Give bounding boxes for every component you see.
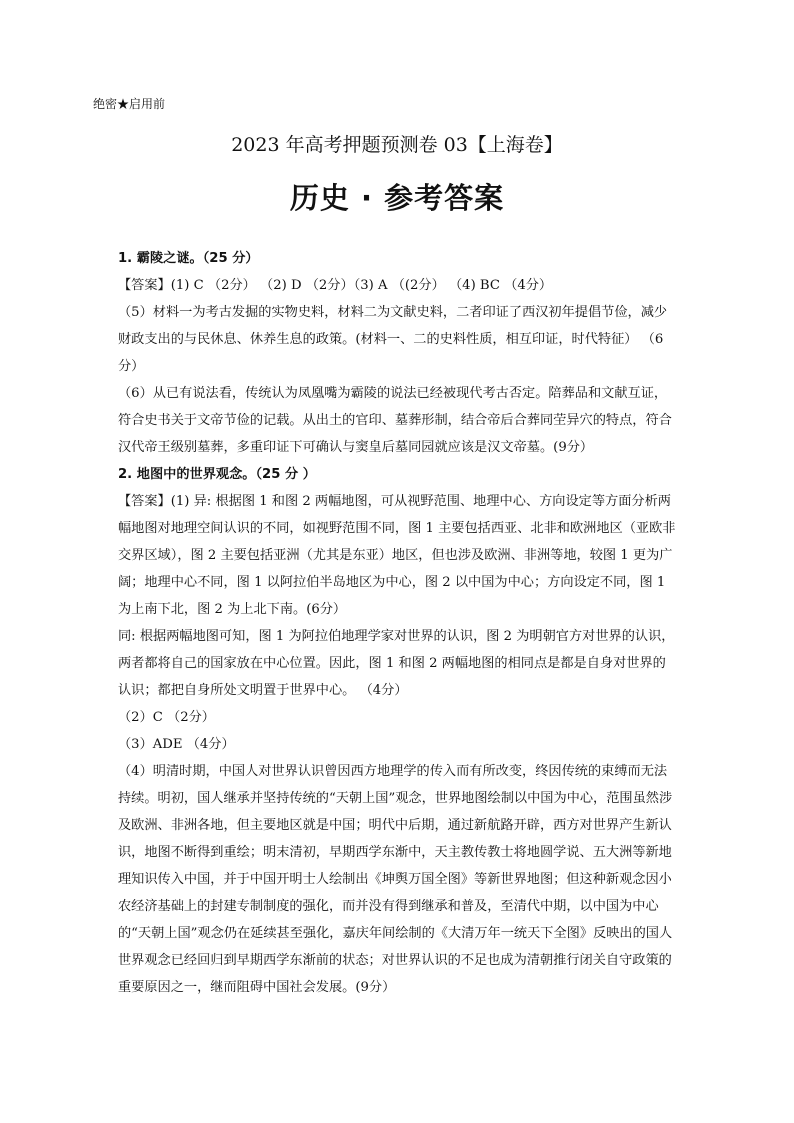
answer-paragraph: 同: 根据两幅地图可知，图 1 为阿拉伯地理学家对世界的认识，图 2 为明朝官方对世界的认识，两者都将自己的国家放在中心位置。因此，图 1 和图 2 两幅地图的相同点是都是自身对世界的认识；都把自身所处文明置于世界中心。 （4分） (118, 629, 675, 698)
confidential-label: 绝密★启用前 (93, 97, 166, 111)
question-heading: 2. 地图中的世界观念。（25 分 ） (118, 467, 316, 482)
answer-paragraph: （6）从已有说法看，传统认为凤凰嘴为霸陵的说法已经被现代考古否定。陪葬品和文献互证，符合史书关于文帝节俭的记载。从出土的官印、墓葬形制，结合帝后合葬同茔异穴的特点，符合汉代帝王级别墓葬，多重印证下可确认与窦皇后墓同园就应该是汉文帝墓。(9分） (118, 386, 672, 455)
answer-paragraph: 【答案】(1) 异: 根据图 1 和图 2 两幅地图，可从视野范围、地理中心、方向设定等方面分析两幅地图对地理空间认识的不同，如视野范围不同，图 1 主要包括西亚、北非和欧洲地区（亚欧非交界区域），图 2 主要包括亚洲（尤其是东亚）地区，但也涉及欧洲、非洲等地，较图 1 更为广阔；地理中心不同，图 1 以阿拉伯半岛地区为中心，图 2 以中国为中心；方向设定不同，图 1 为上南下北，图 2 为上北下南。(6分） (118, 494, 676, 617)
document-subtitle: 历史 · 参考答案 (289, 181, 505, 215)
answer-paragraph: （5）材料一为考古发掘的实物史料，材料二为文献史料，二者印证了西汉初年提倡节俭，减少财政支出的与民休息、休养生息的政策。(材料一、二的史料性质，相互印证，时代特征） （6分） (118, 305, 668, 374)
answer-paragraph: （3）ADE （4分） (118, 737, 235, 752)
exam-title: 2023 年高考押题预测卷 03【上海卷】 (231, 134, 563, 156)
answer-paragraph: 【答案】(1) C （2分） （2) D （2分）（3) A （(2分） （4) BC （4分） (118, 278, 553, 293)
answer-paragraph: （2）C （2分） (118, 710, 215, 725)
answer-content (118, 245, 678, 1001)
question-heading: 1. 霸陵之谜。（25 分） (118, 251, 259, 266)
answer-paragraph: （4）明清时期，中国人对世界认识曾因西方地理学的传入而有所改变，终因传统的束缚而无法持续。明初，国人继承并坚持传统的“天朝上国”观念，世界地图绘制以中国为中心，范围虽然涉及欧洲、非洲各地，但主要地区就是中国；明代中后期，通过新航路开辟，西方对世界产生新认识，地图不断得到重绘；明末清初，早期西学东渐中，天主教传教士将地圆学说、五大洲等新地理知识传入中国，并于中国开明士人绘制出《坤舆万国全图》等新世界地图；但这种新观念因小农经济基础上的封建专制制度的强化，而并没有得到继承和普及，至清代中期，以中国为中心的“天朝上国”观念仍在延续甚至强化，嘉庆年间绘制的《大清万年一统天下全图》反映出的国人世界观念已经回归到早期西学东渐前的状态；对世界认识的不足也成为清朝推行闭关自守政策的重要原因之一，继而阻碍中国社会发展。(9分） (118, 764, 673, 995)
